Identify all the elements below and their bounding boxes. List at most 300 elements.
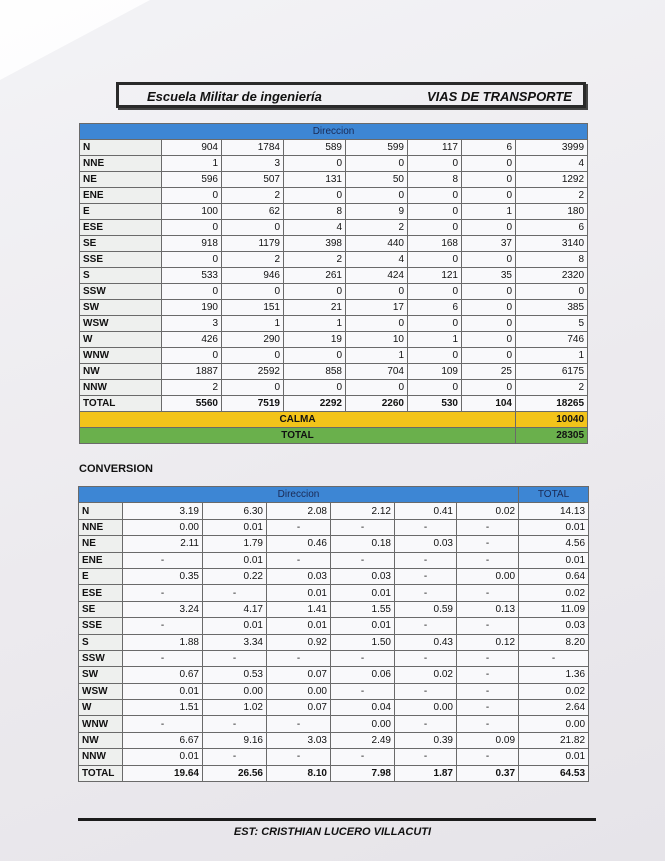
value-cell: 131 — [284, 172, 346, 188]
value-cell: - — [123, 716, 203, 732]
value-cell: 2.08 — [267, 503, 331, 519]
value-cell: 0.01 — [203, 519, 267, 535]
value-cell: - — [203, 716, 267, 732]
value-cell: 6 — [408, 300, 462, 316]
value-cell: 0 — [346, 188, 408, 204]
value-cell: - — [395, 749, 457, 765]
value-cell: - — [395, 519, 457, 535]
direction-label: ENE — [79, 552, 123, 568]
value-cell: 1 — [408, 332, 462, 348]
direction-label: WSW — [80, 316, 162, 332]
direction-label: N — [79, 503, 123, 519]
value-cell: 0.13 — [457, 601, 519, 617]
value-cell: 0 — [462, 220, 516, 236]
value-cell: 151 — [222, 300, 284, 316]
row-total-cell: 2 — [516, 380, 588, 396]
value-cell: 0.39 — [395, 732, 457, 748]
value-cell: 1 — [284, 316, 346, 332]
row-total-cell: 385 — [516, 300, 588, 316]
row-total-cell: 8 — [516, 252, 588, 268]
value-cell: 10 — [346, 332, 408, 348]
value-cell: 35 — [462, 268, 516, 284]
value-cell: 533 — [162, 268, 222, 284]
value-cell: 3 — [222, 156, 284, 172]
value-cell: 1.87 — [395, 765, 457, 781]
value-cell: 62 — [222, 204, 284, 220]
table-row — [79, 552, 589, 568]
direction-label: S — [80, 268, 162, 284]
value-cell: 0.03 — [331, 568, 395, 584]
value-cell: 117 — [408, 140, 462, 156]
course-name: VIAS DE TRANSPORTE — [427, 89, 572, 104]
table-header-row — [79, 487, 589, 503]
value-cell: 0 — [462, 300, 516, 316]
value-cell: - — [395, 552, 457, 568]
value-cell: 0.01 — [203, 618, 267, 634]
value-cell: 50 — [346, 172, 408, 188]
row-total-cell: 0.03 — [519, 618, 589, 634]
value-cell: 26.56 — [203, 765, 267, 781]
value-cell: 0 — [346, 316, 408, 332]
value-cell: 0 — [408, 284, 462, 300]
value-cell: 17 — [346, 300, 408, 316]
direction-label: TOTAL — [80, 396, 162, 412]
direction-label: E — [79, 568, 123, 584]
direction-label: W — [79, 700, 123, 716]
value-cell: 0 — [462, 188, 516, 204]
row-total-cell: 8.20 — [519, 634, 589, 650]
value-cell: 0.43 — [395, 634, 457, 650]
value-cell: 1.41 — [267, 601, 331, 617]
row-total-cell: 6175 — [516, 364, 588, 380]
value-cell: - — [331, 683, 395, 699]
table-row — [80, 268, 588, 284]
value-cell: 1784 — [222, 140, 284, 156]
value-cell: - — [457, 716, 519, 732]
value-cell: - — [267, 716, 331, 732]
table-row — [80, 300, 588, 316]
direction-label: ESE — [80, 220, 162, 236]
value-cell: 0 — [284, 380, 346, 396]
value-cell: - — [331, 552, 395, 568]
value-cell: - — [123, 552, 203, 568]
direction-label: S — [79, 634, 123, 650]
document-header — [116, 82, 586, 108]
value-cell: - — [267, 650, 331, 666]
row-total-cell: 746 — [516, 332, 588, 348]
direction-label: TOTAL — [79, 765, 123, 781]
table-row — [80, 204, 588, 220]
value-cell: 0 — [284, 156, 346, 172]
direction-label: SW — [79, 667, 123, 683]
value-cell: 0.01 — [331, 618, 395, 634]
value-cell: - — [203, 749, 267, 765]
direction-label: NNE — [79, 519, 123, 535]
value-cell: 0 — [162, 284, 222, 300]
table-row — [79, 732, 589, 748]
value-cell: 0 — [408, 380, 462, 396]
value-cell: 946 — [222, 268, 284, 284]
value-cell: 0.59 — [395, 601, 457, 617]
value-cell: 4 — [346, 252, 408, 268]
value-cell: 2292 — [284, 396, 346, 412]
value-cell: 1 — [346, 348, 408, 364]
value-cell: 0.00 — [203, 683, 267, 699]
value-cell: - — [457, 667, 519, 683]
value-cell: 0 — [222, 284, 284, 300]
value-cell: 1887 — [162, 364, 222, 380]
value-cell: 19.64 — [123, 765, 203, 781]
table-row — [80, 396, 588, 412]
value-cell: 507 — [222, 172, 284, 188]
value-cell: 2 — [346, 220, 408, 236]
value-cell: - — [123, 650, 203, 666]
table-row — [79, 503, 589, 519]
row-total-cell: 21.82 — [519, 732, 589, 748]
value-cell: - — [457, 552, 519, 568]
value-cell: 904 — [162, 140, 222, 156]
row-total-cell: 6 — [516, 220, 588, 236]
value-cell: 0 — [408, 188, 462, 204]
value-cell: 2.12 — [331, 503, 395, 519]
value-cell: 0.07 — [267, 700, 331, 716]
direction-label: WNW — [80, 348, 162, 364]
table-row — [80, 156, 588, 172]
direction-label: E — [80, 204, 162, 220]
value-cell: 0.02 — [457, 503, 519, 519]
calma-label: CALMA — [80, 412, 516, 428]
value-cell: 1.02 — [203, 700, 267, 716]
value-cell: 6 — [462, 140, 516, 156]
table-row — [80, 332, 588, 348]
value-cell: 0.04 — [331, 700, 395, 716]
value-cell: - — [457, 650, 519, 666]
direction-label: SSW — [79, 650, 123, 666]
value-cell: - — [395, 618, 457, 634]
value-cell: 0 — [284, 348, 346, 364]
row-total-cell: 0.01 — [519, 749, 589, 765]
value-cell: 8 — [408, 172, 462, 188]
value-cell: 1.79 — [203, 536, 267, 552]
direction-label: W — [80, 332, 162, 348]
value-cell: 0.01 — [331, 585, 395, 601]
row-total-cell: 0.00 — [519, 716, 589, 732]
value-cell: 104 — [462, 396, 516, 412]
direction-header: Direccion — [79, 487, 519, 503]
value-cell: 0 — [408, 204, 462, 220]
row-total-cell: 18265 — [516, 396, 588, 412]
value-cell: 8.10 — [267, 765, 331, 781]
table-row — [80, 236, 588, 252]
value-cell: - — [203, 650, 267, 666]
value-cell: 9 — [346, 204, 408, 220]
direction-label: SSW — [80, 284, 162, 300]
value-cell: 0 — [222, 348, 284, 364]
value-cell: 0.00 — [457, 568, 519, 584]
value-cell: 0 — [222, 380, 284, 396]
value-cell: 530 — [408, 396, 462, 412]
value-cell: 398 — [284, 236, 346, 252]
value-cell: 261 — [284, 268, 346, 284]
value-cell: 5560 — [162, 396, 222, 412]
value-cell: 9.16 — [203, 732, 267, 748]
value-cell: 0.41 — [395, 503, 457, 519]
row-total-cell: 2 — [516, 188, 588, 204]
table-row — [79, 749, 589, 765]
value-cell: - — [457, 749, 519, 765]
table-row — [79, 601, 589, 617]
value-cell: 0.02 — [395, 667, 457, 683]
value-cell: 1179 — [222, 236, 284, 252]
direction-label: WNW — [79, 716, 123, 732]
direction-label: NW — [80, 364, 162, 380]
direction-label: ESE — [79, 585, 123, 601]
table-row — [80, 380, 588, 396]
table-row — [79, 634, 589, 650]
value-cell: 2 — [162, 380, 222, 396]
table-row — [79, 650, 589, 666]
value-cell: 3.19 — [123, 503, 203, 519]
value-cell: - — [457, 683, 519, 699]
value-cell: 0.18 — [331, 536, 395, 552]
row-total-cell: 5 — [516, 316, 588, 332]
direction-label: NNW — [80, 380, 162, 396]
value-cell: 0.01 — [203, 552, 267, 568]
value-cell: 596 — [162, 172, 222, 188]
value-cell: - — [267, 749, 331, 765]
value-cell: 2592 — [222, 364, 284, 380]
table-row — [79, 765, 589, 781]
row-total-cell: 0.64 — [519, 568, 589, 584]
direction-label: NW — [79, 732, 123, 748]
value-cell: 168 — [408, 236, 462, 252]
value-cell: 0 — [462, 284, 516, 300]
value-cell: - — [123, 618, 203, 634]
row-total-cell: 4.56 — [519, 536, 589, 552]
value-cell: 0 — [408, 316, 462, 332]
value-cell: 1 — [162, 156, 222, 172]
value-cell: 0 — [346, 380, 408, 396]
table-row — [80, 252, 588, 268]
table-header-row — [80, 124, 588, 140]
value-cell: 8 — [284, 204, 346, 220]
student-name: EST: CRISTHIAN LUCERO VILLACUTI — [233, 826, 432, 838]
row-total-cell: 1292 — [516, 172, 588, 188]
row-total-cell: 0.02 — [519, 585, 589, 601]
value-cell: 0 — [346, 284, 408, 300]
calma-row — [80, 412, 588, 428]
value-cell: 426 — [162, 332, 222, 348]
table-row — [80, 348, 588, 364]
value-cell: 1 — [222, 316, 284, 332]
value-cell: 858 — [284, 364, 346, 380]
value-cell: - — [331, 749, 395, 765]
value-cell: 0 — [346, 156, 408, 172]
value-cell: 19 — [284, 332, 346, 348]
row-total-cell: 1.36 — [519, 667, 589, 683]
value-cell: 121 — [408, 268, 462, 284]
direction-label: SW — [80, 300, 162, 316]
row-total-cell: 3140 — [516, 236, 588, 252]
value-cell: 37 — [462, 236, 516, 252]
table-row — [80, 284, 588, 300]
value-cell: 0.00 — [395, 700, 457, 716]
direction-label: N — [80, 140, 162, 156]
value-cell: 1.55 — [331, 601, 395, 617]
value-cell: 0.22 — [203, 568, 267, 584]
direction-label: ENE — [80, 188, 162, 204]
value-cell: 0 — [284, 188, 346, 204]
row-total-cell: 0.01 — [519, 552, 589, 568]
value-cell: 0 — [162, 252, 222, 268]
table-row — [80, 188, 588, 204]
value-cell: 0 — [408, 220, 462, 236]
row-total-cell: 1 — [516, 348, 588, 364]
table-row — [79, 568, 589, 584]
value-cell: 2 — [284, 252, 346, 268]
value-cell: 1 — [462, 204, 516, 220]
value-cell: 0.09 — [457, 732, 519, 748]
value-cell: 0.07 — [267, 667, 331, 683]
value-cell: - — [457, 519, 519, 535]
value-cell: 0.00 — [331, 716, 395, 732]
value-cell: 6.30 — [203, 503, 267, 519]
table-row — [80, 364, 588, 380]
value-cell: 3 — [162, 316, 222, 332]
conversion-table — [78, 486, 589, 782]
value-cell: 2.11 — [123, 536, 203, 552]
value-cell: 0 — [462, 172, 516, 188]
value-cell: 0 — [462, 332, 516, 348]
value-cell: 2 — [222, 252, 284, 268]
value-cell: 0 — [462, 380, 516, 396]
value-cell: 0.01 — [123, 683, 203, 699]
value-cell: - — [267, 552, 331, 568]
value-cell: 2 — [222, 188, 284, 204]
value-cell: 0.53 — [203, 667, 267, 683]
value-cell: 6.67 — [123, 732, 203, 748]
value-cell: 0.67 — [123, 667, 203, 683]
value-cell: - — [457, 585, 519, 601]
value-cell: 0.06 — [331, 667, 395, 683]
table-row — [80, 220, 588, 236]
row-total-cell: 2.64 — [519, 700, 589, 716]
frequency-table — [79, 123, 588, 444]
value-cell: - — [123, 585, 203, 601]
value-cell: 3.34 — [203, 634, 267, 650]
total-header: TOTAL — [519, 487, 589, 503]
value-cell: 0.03 — [395, 536, 457, 552]
value-cell: 0.35 — [123, 568, 203, 584]
row-total-cell: 0 — [516, 284, 588, 300]
direction-header: Direccion — [80, 124, 588, 140]
value-cell: 25 — [462, 364, 516, 380]
value-cell: 1.88 — [123, 634, 203, 650]
value-cell: 0 — [408, 156, 462, 172]
value-cell: 0.01 — [267, 585, 331, 601]
value-cell: 2.49 — [331, 732, 395, 748]
row-total-cell: 11.09 — [519, 601, 589, 617]
direction-label: SE — [79, 601, 123, 617]
grand-total-value: 28305 — [516, 428, 588, 444]
footer-rule — [78, 818, 596, 821]
value-cell: 7.98 — [331, 765, 395, 781]
table-row — [79, 618, 589, 634]
value-cell: - — [395, 716, 457, 732]
value-cell: 0.03 — [267, 568, 331, 584]
grand-total-row — [80, 428, 588, 444]
row-total-cell: 64.53 — [519, 765, 589, 781]
value-cell: 100 — [162, 204, 222, 220]
value-cell: 290 — [222, 332, 284, 348]
value-cell: 21 — [284, 300, 346, 316]
value-cell: 599 — [346, 140, 408, 156]
value-cell: 440 — [346, 236, 408, 252]
value-cell: 0.46 — [267, 536, 331, 552]
table-row — [80, 172, 588, 188]
row-total-cell: - — [519, 650, 589, 666]
row-total-cell: 2320 — [516, 268, 588, 284]
direction-label: NE — [80, 172, 162, 188]
value-cell: - — [395, 650, 457, 666]
value-cell: 0.01 — [123, 749, 203, 765]
value-cell: 1.51 — [123, 700, 203, 716]
grand-total-label: TOTAL — [80, 428, 516, 444]
value-cell: - — [395, 568, 457, 584]
row-total-cell: 0.02 — [519, 683, 589, 699]
table-row — [80, 316, 588, 332]
value-cell: 589 — [284, 140, 346, 156]
table-row — [79, 519, 589, 535]
value-cell: 7519 — [222, 396, 284, 412]
value-cell: 0 — [462, 156, 516, 172]
value-cell: - — [395, 585, 457, 601]
row-total-cell: 0.01 — [519, 519, 589, 535]
value-cell: 4.17 — [203, 601, 267, 617]
value-cell: - — [395, 683, 457, 699]
direction-label: WSW — [79, 683, 123, 699]
value-cell: 0 — [284, 284, 346, 300]
direction-label: SSE — [79, 618, 123, 634]
value-cell: 109 — [408, 364, 462, 380]
value-cell: - — [331, 650, 395, 666]
value-cell: 2260 — [346, 396, 408, 412]
direction-label: NE — [79, 536, 123, 552]
value-cell: 0.00 — [267, 683, 331, 699]
value-cell: - — [267, 519, 331, 535]
value-cell: 0 — [162, 188, 222, 204]
table-row — [79, 716, 589, 732]
value-cell: - — [457, 536, 519, 552]
table-row — [79, 667, 589, 683]
row-total-cell: 14.13 — [519, 503, 589, 519]
value-cell: 0.00 — [123, 519, 203, 535]
row-total-cell: 4 — [516, 156, 588, 172]
table-row — [79, 585, 589, 601]
value-cell: - — [331, 519, 395, 535]
value-cell: 0 — [162, 220, 222, 236]
value-cell: - — [457, 700, 519, 716]
table-row — [79, 700, 589, 716]
row-total-cell: 3999 — [516, 140, 588, 156]
conversion-title: CONVERSION — [79, 463, 153, 475]
value-cell: 0 — [408, 252, 462, 268]
value-cell: 0.37 — [457, 765, 519, 781]
paper-corner — [0, 0, 150, 80]
direction-label: NNW — [79, 749, 123, 765]
school-name: Escuela Militar de ingeniería — [147, 89, 322, 104]
table-row — [80, 140, 588, 156]
